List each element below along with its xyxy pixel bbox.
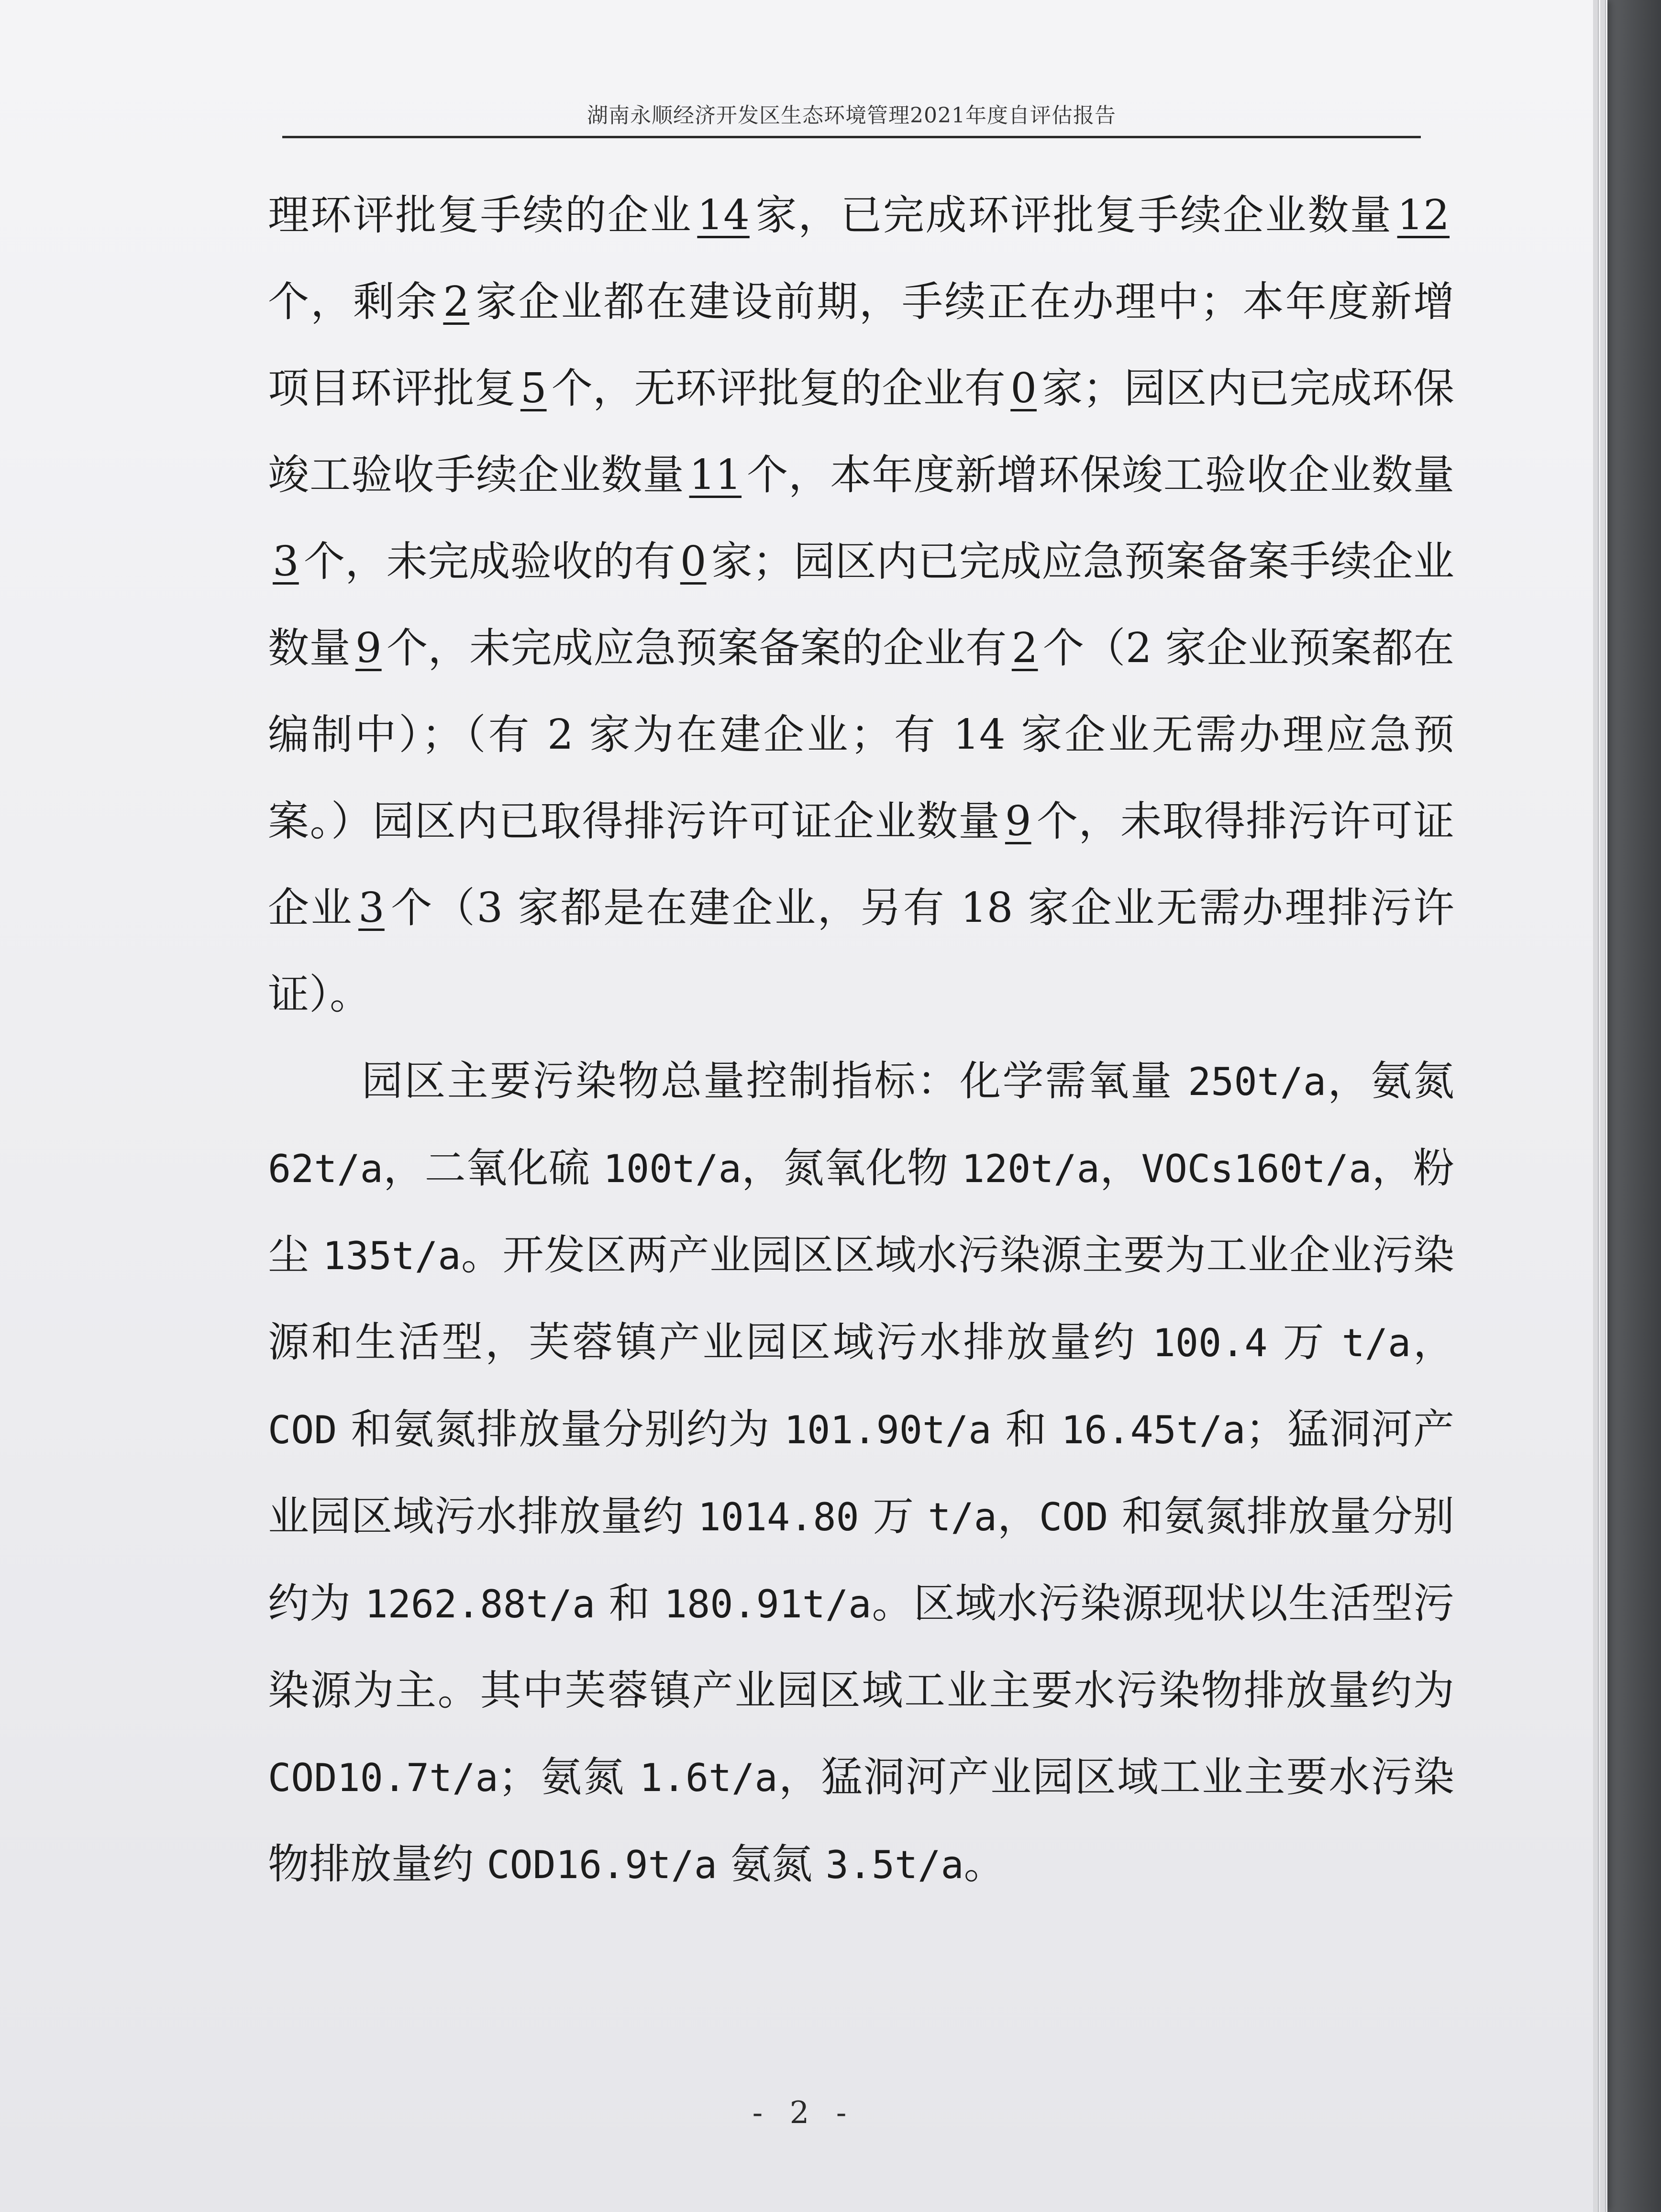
text-segment: ， [997,1493,1039,1540]
measurement-value: VOCs160t/a [1141,1147,1372,1191]
text-segment: 。区域水污染源现状以生活型污染源为主。其中芙蓉镇产业园区域工业主要水污染物排放量约为 [268,1580,1454,1714]
text-segment: 个，未取得排污许可证企业 [268,797,1455,932]
text-segment: 。开发区两产业园区区域水污染源主要为工业企业污染源和生活型，芙蓉镇产业园区域污水排放量约 [268,1231,1454,1366]
underlined-value: 0 [680,538,707,586]
measurement-value: 1262.88t/a [365,1582,596,1626]
measurement-value: 62t/a [268,1147,383,1191]
text-segment: 和 [595,1580,664,1627]
underlined-value: 11 [689,451,742,499]
measurement-value: 100.4 [1152,1321,1268,1365]
text-segment: 。 [963,1840,1005,1888]
sheet-edge [1600,0,1606,2212]
page-number: - 2 - [752,2095,855,2131]
text-segment: 个（3 家都是在建企业，另有 18 家企业无需办理排污许证）。 [268,884,1454,1018]
body-text [268,172,1454,1908]
underlined-value: 9 [355,624,382,672]
underlined-value: 14 [697,191,750,239]
measurement-value: 100t/a [603,1147,742,1191]
text-segment: 万 [859,1493,928,1540]
measurement-value: COD10.7t/a [268,1756,498,1800]
underlined-value: 5 [520,365,547,412]
text-segment: 家；园区内已完成应急预案备案手续企业数量 [268,538,1455,672]
paragraph-permits [268,172,1454,1038]
text-segment: 家；园区内已完成环保竣工验收手续企业数量 [268,365,1455,499]
text-segment: ，氮氧化物 [741,1144,962,1192]
measurement-value: COD [268,1408,337,1452]
text-segment: 和氨氮排放量分别约为 [337,1405,784,1453]
text-segment: 和氨氮排放量分别约为 [268,1493,1454,1627]
text-segment: 和 [991,1405,1062,1453]
text-segment: ， [1099,1144,1141,1192]
measurement-value: 3.5t/a [825,1843,964,1887]
measurement-value: 1014.80 [698,1495,859,1539]
sheet-edge [1593,0,1599,2212]
text-segment: 家，已完成环评批复手续企业数量 [754,191,1393,239]
underlined-value: 2 [1011,624,1038,672]
text-segment: 个，剩余 [268,278,439,326]
photo-backdrop [1604,0,1661,2212]
measurement-value: 180.91t/a [664,1582,872,1626]
text-segment: ；氨氮 [498,1753,640,1801]
text-segment: 个，未完成应急预案备案的企业有 [386,624,1007,672]
underlined-value: 12 [1397,191,1450,239]
header-title: 湖南永顺经济开发区生态环境管理2021年度自评估报告 [587,103,1116,128]
measurement-value: 135t/a [322,1234,461,1278]
text-segment: 万 [1267,1318,1342,1366]
text-segment: 理环评批复手续的企业 [268,191,693,239]
measurement-value: 16.45t/a [1061,1408,1246,1452]
measurement-value: 120t/a [961,1147,1100,1191]
text-segment: ，二氧化硫 [383,1144,603,1192]
measurement-value: 250t/a [1188,1060,1327,1104]
underlined-value: 2 [443,278,470,326]
text-segment: 个，未完成验收的有 [303,538,675,586]
text-segment: ， [1411,1318,1454,1366]
text-segment: 个（2 家企业预案都在编制中）；（有 2 家为在建企业；有 14 家企业无需办理应急预案。）园区内已取得排污许可证企业数量 [268,624,1455,845]
measurement-value: COD [1039,1495,1108,1539]
text-segment: 家企业都在建设前期，手续正在办理中；本年度新增项目环评批复 [268,278,1455,412]
underlined-value: 3 [273,538,299,586]
text-segment: 氨氮 [717,1840,826,1888]
text-segment: ，氨氮 [1326,1057,1454,1105]
underlined-value: 0 [1010,365,1037,412]
page-header [282,101,1421,138]
measurement-value: t/a [928,1495,997,1539]
measurement-value: t/a [1341,1321,1411,1365]
text-segment: 个，无环评批复的企业有 [551,365,1006,412]
text-segment: ，猛洞河产业园区域工业主要水污染物排放量约 [268,1753,1455,1888]
measurement-value: 1.6t/a [639,1756,778,1800]
paragraph-pollutants [268,1038,1454,1908]
text-segment: ，粉尘 [268,1144,1454,1279]
measurement-value: 101.90t/a [784,1408,992,1452]
text-segment: 园区主要污染物总量控制指标：化学需氧量 [362,1057,1188,1105]
text-segment: 个，本年度新增环保竣工验收企业数量 [746,451,1455,499]
measurement-value: COD16.9t/a [487,1843,717,1887]
underlined-value: 3 [358,884,385,932]
text-segment: ；猛洞河产业园区域污水排放量约 [268,1405,1454,1540]
underlined-value: 9 [1005,797,1031,845]
